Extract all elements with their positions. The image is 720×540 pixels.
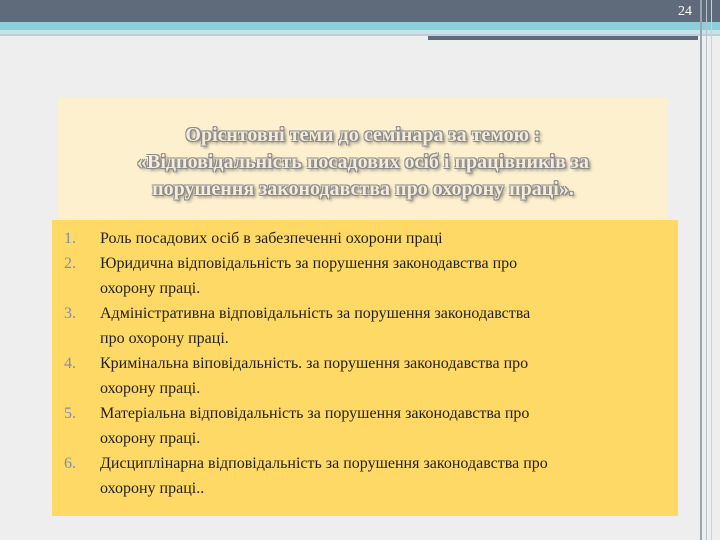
top-bar — [0, 0, 720, 22]
item-number: 2. — [64, 255, 76, 272]
item-line: Дисциплінарна відповідальність за порушення законодавства про — [100, 455, 548, 472]
header-stripe — [0, 22, 720, 30]
item-line: охорону праці.. — [100, 480, 205, 497]
right-border-line — [711, 0, 712, 540]
right-border-line — [700, 0, 702, 540]
list-item — [64, 351, 668, 401]
header-accent-bar — [428, 36, 698, 40]
item-line: Кримінальна віповідальність. за порушення законодавства про — [100, 355, 529, 372]
item-number: 1. — [64, 230, 76, 247]
title-line: «Відповідальність посадових осіб і працівників за — [137, 150, 589, 173]
title-line: порушення законодавства про охорону праці». — [152, 177, 574, 200]
item-number: 5. — [64, 405, 76, 422]
right-border-line — [706, 0, 707, 540]
list-item — [64, 251, 668, 301]
list-item — [64, 401, 668, 451]
topics-list — [52, 220, 678, 501]
item-text — [100, 451, 668, 501]
slide-title — [137, 122, 589, 203]
item-line: охорону праці. — [100, 430, 201, 447]
list-item — [64, 451, 668, 501]
item-line: Юридична відповідальність за порушення законодавства про — [100, 255, 518, 272]
title-box — [58, 98, 668, 220]
item-line: Роль посадових осіб в забезпеченні охорони праці — [100, 230, 443, 247]
item-text — [100, 301, 668, 351]
list-item — [64, 301, 668, 351]
item-text — [100, 351, 668, 401]
item-text — [100, 401, 668, 451]
item-line: Адміністративна відповідальність за порушення законодавства — [100, 305, 531, 322]
item-line: про охорону праці. — [100, 330, 229, 347]
item-text — [100, 226, 668, 251]
item-number: 6. — [64, 455, 76, 472]
item-text — [100, 251, 668, 301]
page-number: 24 — [678, 4, 692, 19]
item-line: Матеріальна відповідальність за порушення законодавства про — [100, 405, 530, 422]
topics-box — [52, 220, 678, 516]
item-number: 4. — [64, 355, 76, 372]
item-number: 3. — [64, 305, 76, 322]
item-line: охорону праці. — [100, 380, 201, 397]
title-line: Орієнтовні теми до семінара за темою : — [185, 123, 541, 146]
list-item — [64, 226, 668, 251]
item-line: охорону праці. — [100, 280, 201, 297]
